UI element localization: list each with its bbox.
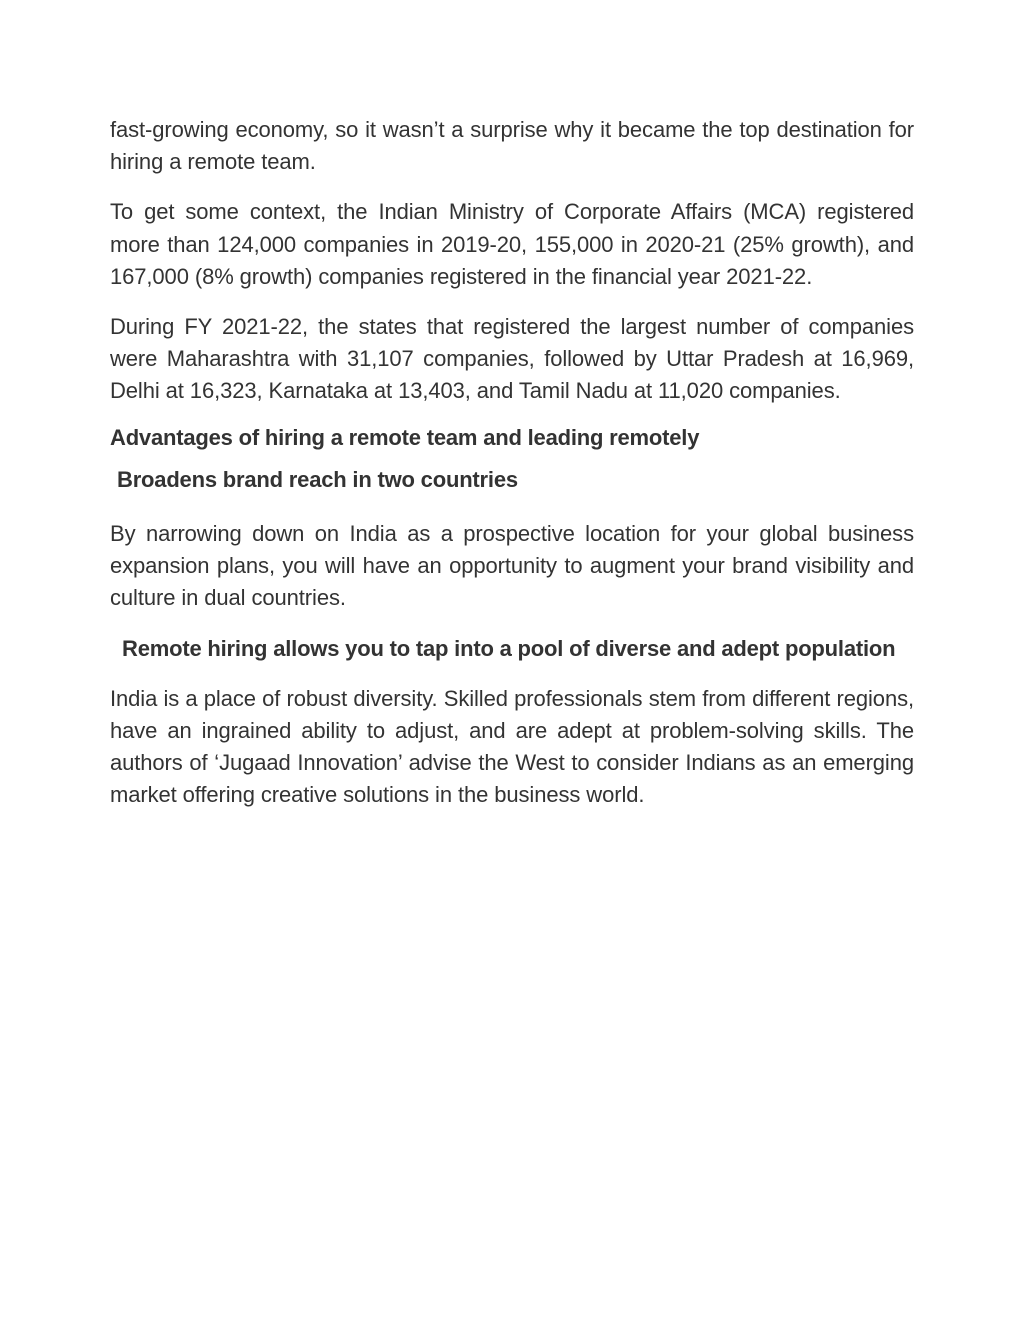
paragraph-diversity: India is a place of robust diversity. Skilled professionals stem from different regions, have an ingrained ability to adjust, and are adept at problem-solving skills. The authors of ‘Jugaad Innovation’ advise the West to consider Indians as an emerging market offering creative solutions in the business world. [110, 685, 914, 808]
paragraph-mca-registrations: To get some context, the Indian Ministry of Corporate Affairs (MCA) registered more than 124,000 companies in 2019-20, 155,000 in 2020-21 (25% growth), and 167,000 (8% growth) companies registered in the financial year 2021-22. [110, 199, 914, 289]
paragraph-economy: fast-growing economy, so it wasn’t a surprise why it became the top destination for hiring a remote team. [110, 117, 914, 175]
subheading-remote-hiring: Remote hiring allows you to tap into a pool of diverse and adept population [122, 635, 896, 661]
subheading-brand-reach: Broadens brand reach in two countries [117, 466, 518, 492]
section-heading-advantages: Advantages of hiring a remote team and leading remotely [110, 424, 700, 450]
document-page [110, 114, 914, 830]
paragraph-state-registrations: During FY 2021-22, the states that registered the largest number of companies were Maharashtra with 31,107 companies, followed by Uttar Pradesh at 16,969, Delhi at 16,323, Karnataka at 13,403, and Tamil Nadu at 11,020 companies. [110, 314, 914, 404]
paragraph-brand-visibility: By narrowing down on India as a prospective location for your global business expansion plans, you will have an opportunity to augment your brand visibility and culture in dual countries. [110, 521, 914, 611]
